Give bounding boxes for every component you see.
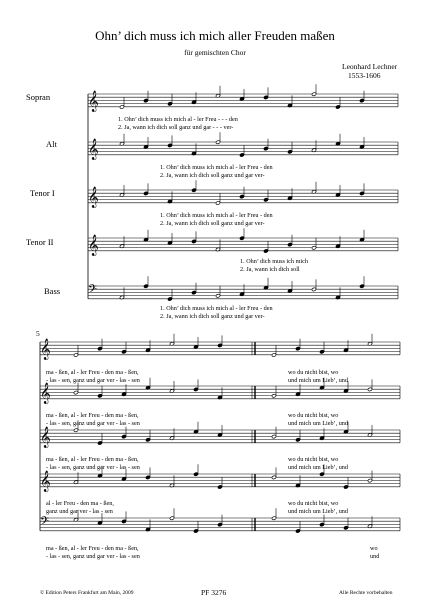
lyric-s2-alt-v1b: wo du nicht bist, wo <box>288 412 339 419</box>
lyric-s2-tenor2-v2: ganz und gar ver - las - sen <box>46 508 113 515</box>
lyric-s2-alt-v2b: und mich um Lieb’, und <box>288 420 348 427</box>
voice-label-bass: Bass <box>44 286 61 296</box>
staff-s2-0-treble-clef-icon: 𝄞 <box>40 339 51 360</box>
lyric-s2-tenor1-v2b: und mich um Lieb’, und <box>288 464 348 471</box>
subtitle: für gemischten Chor <box>184 48 246 57</box>
voice-label-sopran: Sopran <box>26 92 51 102</box>
lyric-s2-alt-v1: ma - ßen, al - ler Freu - den ma - ßen, <box>46 412 139 419</box>
staff-s1-2-treble-clef-icon: 𝄞 <box>88 187 99 208</box>
lyric-s2-sopran-v2: - las - sen, ganz und gar ver - las - sen <box>46 377 140 384</box>
page-title: Ohn’ dich muss ich mich aller Freuden maßen <box>95 28 335 43</box>
lyric-s1-bass-v2: 2. Ja, wann ich dich soll ganz und gar ver- <box>160 313 265 320</box>
staff-s2-3-treble-clef-icon: 𝄞 <box>40 471 51 492</box>
lyric-s2-tenor2-v1: al - ler Freu - den ma - ßen, <box>46 500 114 507</box>
lyric-s2-sopran-v1b: wo du nicht bist, wo <box>288 369 339 376</box>
lyric-s1-alt-v1: 1. Ohn’ dich muss ich mich al - ler Freu - den <box>160 164 273 171</box>
plate-number: PF 3276 <box>201 588 227 597</box>
lyric-s2-tenor1-v2: - las - sen, ganz und gar ver - las - sen <box>46 464 140 471</box>
staff-s2-1-treble-clef-icon: 𝄞 <box>40 383 51 404</box>
composer-name: Leonhard Lechner <box>342 62 398 71</box>
lyric-s2-alt-v2: - las - sen, ganz und gar ver - las - sen <box>46 420 140 427</box>
lyric-s1-sopran-v2: 2. Ja, wann ich dich soll ganz und gar - - - ver- <box>118 124 234 131</box>
copyright-text: © Edition Peters Frankfurt am Main, 2009 <box>40 590 134 596</box>
measure-number: 5 <box>36 329 40 338</box>
voice-label-alt: Alt <box>46 139 57 149</box>
lyric-s1-tenor1-v1: 1. Ohn’ dich muss ich mich al - ler Freu - den <box>160 212 273 219</box>
lyric-s2-tenor2-v2b: und mich um Lieb’, und <box>288 508 348 515</box>
lyric-s1-alt-v2: 2. Ja, wann ich dich soll ganz und gar ver- <box>160 172 265 179</box>
lyric-s1-tenor2-v2: 2. Ja, wann ich dich soll <box>240 266 300 273</box>
staff-s1-4-bass-clef-icon: 𝄢 <box>88 283 98 299</box>
lyric-s1-sopran-v1: 1. Ohn’ dich muss ich mich al - ler Freu - - - den <box>118 116 238 123</box>
staff-s1-1-treble-clef-icon: 𝄞 <box>88 139 99 160</box>
rights-text: Alle Rechte vorbehalten <box>339 590 393 596</box>
lyric-s2-bass-v2b: und <box>370 553 380 560</box>
lyric-s2-tenor1-v1b: wo du nicht bist, wo <box>288 456 339 463</box>
staff-s2-4-bass-clef-icon: 𝄢 <box>40 515 50 531</box>
staff-s1-0-treble-clef-icon: 𝄞 <box>88 91 99 112</box>
lyric-s2-bass-v1: ma - ßen, al - ler Freu - den ma - ßen, <box>46 545 139 552</box>
lyric-s2-sopran-v2b: und mich um Lieb’, und <box>288 377 348 384</box>
composer-dates: 1553-1606 <box>348 71 381 80</box>
lyric-s2-sopran-v1: ma - ßen, al - ler Freu - den ma - ßen, <box>46 369 139 376</box>
voice-label-tenor1: Tenor I <box>30 188 55 198</box>
staff-s2-2-treble-clef-icon: 𝄞 <box>40 427 51 448</box>
lyric-s1-bass-v1: 1. Ohn’ dich muss ich mich al - ler Freu - den <box>160 305 273 312</box>
voice-label-tenor2: Tenor II <box>26 237 54 247</box>
lyric-s1-tenor1-v2: 2. Ja, wann ich dich soll ganz und gar ver- <box>160 220 265 227</box>
staff-s1-3-treble-clef-icon: 𝄞 <box>88 235 99 256</box>
lyric-s2-tenor2-v1b: wo du nicht bist, wo <box>288 500 339 507</box>
lyric-s1-tenor2-v1: 1. Ohn’ dich muss ich mich <box>240 258 308 265</box>
lyric-s2-bass-v2: - las - sen, ganz und gar ver - las - sen <box>46 553 140 560</box>
lyric-s2-tenor1-v1: ma - ßen, al - ler Freu - den ma - ßen, <box>46 456 139 463</box>
lyric-s2-bass-v1b: wo <box>370 545 378 552</box>
